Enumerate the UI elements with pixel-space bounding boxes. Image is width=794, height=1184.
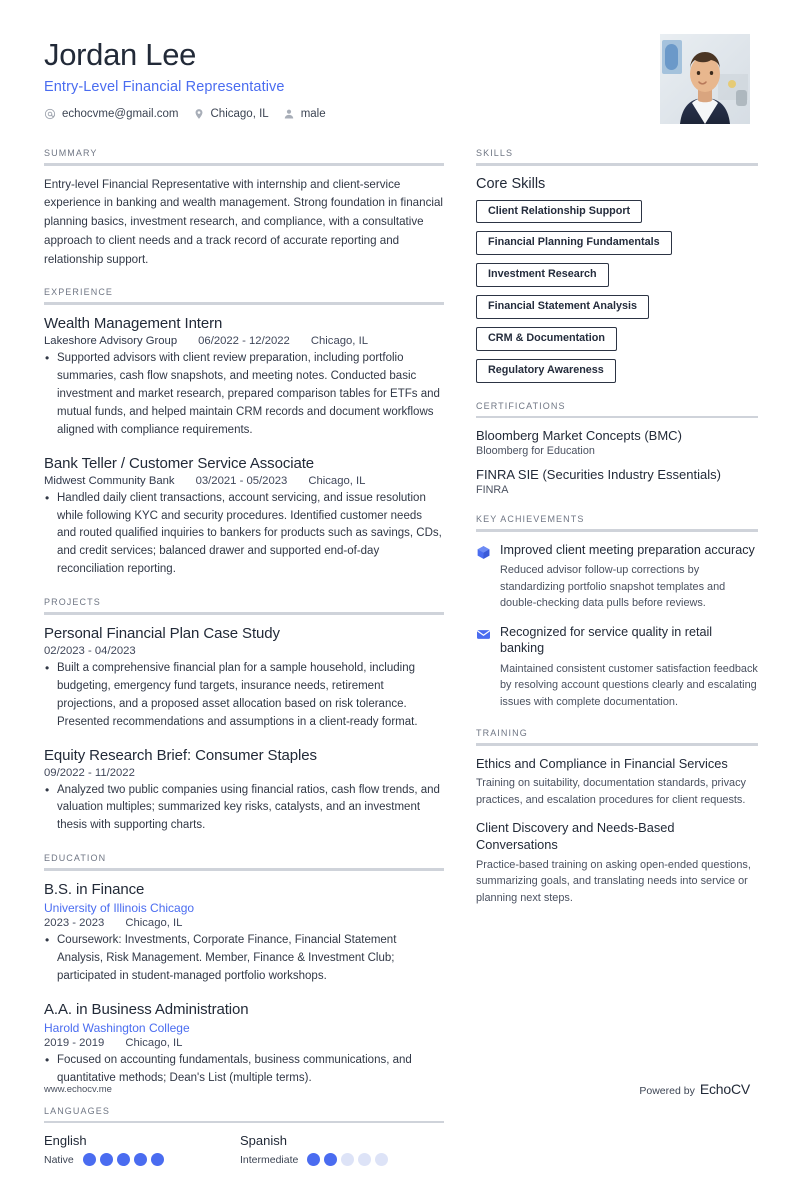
education-item — [44, 881, 444, 986]
footer-website[interactable]: www.echocv.me — [44, 1083, 112, 1095]
achievement-body — [500, 542, 758, 612]
at-email-icon — [44, 108, 56, 120]
resume-body — [44, 148, 758, 1184]
experience-dates: 03/2021 - 05/2023 — [195, 474, 288, 487]
achievement-title: Recognized for service quality in retail banking — [500, 624, 713, 656]
rating-dot — [307, 1153, 320, 1166]
education-location: Chicago, IL — [125, 916, 183, 929]
section-certifications — [476, 401, 758, 497]
section-divider — [44, 612, 444, 615]
training-desc: Training on suitability, documentation standards, privacy practices, and escalation procedures for client requests. — [476, 777, 746, 806]
section-label-languages: LANGUAGES — [44, 1105, 110, 1116]
section-label-summary: SUMMARY — [44, 148, 98, 158]
section-divider — [476, 416, 758, 419]
section-label-key-achievements: KEY ACHIEVEMENTS — [476, 514, 585, 525]
section-experience — [44, 287, 444, 579]
experience-item — [44, 315, 444, 440]
footer-branding — [639, 1081, 750, 1097]
rating-dot — [100, 1153, 113, 1166]
experience-org: Lakeshore Advisory Group — [44, 334, 178, 347]
achievement-desc: Reduced advisor follow-up corrections by standardizing portfolio snapshot templates and double-checking data pulls before reviews. — [500, 564, 726, 610]
experience-meta — [44, 335, 444, 347]
project-dates: 09/2022 - 11/2022 — [44, 766, 135, 779]
project-meta — [44, 645, 444, 657]
experience-location: Chicago, IL — [310, 334, 368, 347]
section-languages — [44, 1106, 444, 1167]
certification-name: Bloomberg Market Concepts (BMC) — [476, 428, 682, 444]
section-divider — [44, 163, 444, 166]
section-label-skills: SKILLS — [476, 148, 514, 158]
powered-by-label: Powered by — [639, 1085, 695, 1097]
section-label-education: EDUCATION — [44, 853, 107, 864]
skill-chip: Financial Planning Fundamentals — [476, 231, 672, 255]
experience-location: Chicago, IL — [308, 474, 366, 487]
education-dates: 2023 - 2023 — [44, 916, 105, 929]
training-title: Client Discovery and Needs-Based Conversations — [476, 820, 675, 852]
achievement-title: Improved client meeting preparation accuracy — [500, 542, 755, 557]
education-location: Chicago, IL — [125, 1036, 183, 1049]
project-item — [44, 747, 444, 836]
contact-location-text: Chicago, IL — [210, 108, 269, 121]
section-divider — [476, 743, 758, 746]
section-label-certifications: CERTIFICATIONS — [476, 400, 566, 411]
section-divider — [44, 868, 444, 871]
section-divider — [476, 529, 758, 532]
language-name: Spanish — [240, 1133, 287, 1149]
profile-photo — [660, 34, 750, 124]
skill-chip: Client Relationship Support — [476, 200, 642, 224]
section-divider — [44, 302, 444, 305]
page-footer — [44, 1081, 750, 1097]
experience-org: Midwest Community Bank — [44, 474, 175, 487]
rating-dot — [83, 1153, 96, 1166]
training-title: Ethics and Compliance in Financial Services — [476, 755, 728, 771]
section-training — [476, 728, 758, 906]
certification-item — [476, 428, 758, 457]
bullet-item: • Built a comprehensive financial plan for a sample household, including budgeting, emergency fund targets, insurance needs, retirement projections, and a proposed asset allocation based on risk tolerance. Presented recommendations and assumptions in a client-ready format. — [44, 660, 444, 732]
section-label-experience: EXPERIENCE — [44, 287, 114, 298]
language-name: English — [44, 1133, 87, 1149]
certification-org: Bloomberg for Education — [476, 445, 595, 458]
section-education — [44, 853, 444, 1087]
section-label-projects: PROJECTS — [44, 597, 101, 608]
project-meta — [44, 767, 444, 779]
location-pin-icon — [193, 108, 205, 120]
section-projects — [44, 597, 444, 835]
project-item — [44, 625, 444, 732]
skills-chip-list — [476, 200, 758, 383]
section-skills — [476, 148, 758, 383]
education-school[interactable]: University of Illinois Chicago — [44, 900, 195, 915]
experience-title: Bank Teller / Customer Service Associate — [44, 454, 315, 472]
skill-chip: CRM & Documentation — [476, 327, 617, 351]
section-summary — [44, 148, 444, 269]
experience-bullets — [44, 350, 444, 440]
section-label-training: TRAINING — [476, 728, 528, 739]
language-rating-row — [240, 1153, 436, 1166]
left-column — [44, 148, 444, 1184]
bullet-item: • Focused on accounting fundamentals, business communications, and quantitative methods; Dean's List (multiple terms). — [44, 1052, 444, 1088]
candidate-job-title: Entry-Level Financial Representative — [44, 79, 285, 96]
skill-chip: Investment Research — [476, 263, 609, 287]
education-school[interactable]: Harold Washington College — [44, 1020, 190, 1035]
bullet-item: • Coursework: Investments, Corporate Finance, Financial Statement Analysis, Risk Management. Member, Finance & Investment Club; participated in student-managed portfolio workshops. — [44, 932, 444, 986]
languages-list — [44, 1133, 444, 1166]
certification-org: FINRA — [476, 484, 509, 497]
section-divider — [476, 163, 758, 166]
envelope-icon — [476, 624, 491, 711]
education-item — [44, 1001, 444, 1088]
project-title: Equity Research Brief: Consumer Staples — [44, 746, 317, 764]
language-item — [240, 1133, 436, 1166]
skills-group-title: Core Skills — [476, 175, 546, 192]
achievement-desc: Maintained consistent customer satisfaction feedback by resolving account questions clearly and escalating issues with complete documentation. — [500, 663, 758, 708]
right-column — [476, 148, 758, 1184]
brand-name: EchoCV — [699, 1081, 750, 1097]
cube-box-icon — [476, 542, 491, 612]
contact-location — [193, 108, 269, 120]
bullet-item: • Handled daily client transactions, account servicing, and issue resolution while following KYC and security procedures. Identified customer needs and routed qualified inquiries to bankers for products such as savings, CDs, and credit services; balanced drawer and supported end-of-day reconciliation reporting. — [44, 490, 444, 580]
contact-email-text: echocvme@gmail.com — [62, 108, 179, 121]
section-key-achievements — [476, 514, 758, 710]
skill-chip: Financial Statement Analysis — [476, 295, 649, 319]
candidate-name: Jordan Lee — [44, 37, 197, 72]
achievement-item — [476, 624, 758, 711]
experience-item — [44, 455, 444, 580]
summary-text: Entry-level Financial Representative with internship and client-service experience in banking and wealth management. Strong foundation in financial planning basics, investment research, and compliance, with a consultative approach to client needs and a track record of accurate reporting and relationship support. — [44, 177, 443, 266]
language-level: Intermediate — [240, 1153, 299, 1166]
experience-dates: 06/2022 - 12/2022 — [198, 334, 290, 347]
bullet-item: • Analyzed two public companies using financial ratios, cash flow trends, and valuation multiples; summarized key risks, catalysts, and an investment thesis with supporting charts. — [44, 782, 444, 836]
achievement-body — [500, 624, 758, 711]
contact-email[interactable] — [44, 108, 179, 120]
contact-gender — [283, 108, 326, 120]
section-divider — [44, 1121, 444, 1124]
rating-dot — [134, 1153, 147, 1166]
language-level: Native — [44, 1153, 74, 1166]
rating-dot — [151, 1153, 164, 1166]
education-degree: B.S. in Finance — [44, 880, 145, 898]
certification-item — [476, 467, 758, 496]
rating-dot — [358, 1153, 371, 1166]
project-bullets — [44, 660, 444, 732]
project-bullets — [44, 782, 444, 836]
education-dates: 2019 - 2019 — [44, 1036, 105, 1049]
experience-bullets — [44, 490, 444, 580]
person-icon — [283, 108, 295, 120]
contact-gender-text: male — [300, 108, 326, 121]
certification-name: FINRA SIE (Securities Industry Essentials) — [476, 467, 721, 483]
achievement-item — [476, 542, 758, 612]
resume-header — [44, 34, 750, 124]
bullet-item: • Supported advisors with client review preparation, including portfolio summaries, cash flow snapshots, and meeting notes. Conducted basic investment and market research, prepared comparison tables for ETFs and mutual funds, and helped maintain CRM records and document workflows aligned with compliance requirements. — [44, 350, 444, 440]
rating-dot — [341, 1153, 354, 1166]
education-meta — [44, 1037, 444, 1049]
language-item — [44, 1133, 240, 1166]
training-item — [476, 756, 758, 809]
contact-row — [44, 108, 326, 120]
header-identity — [44, 34, 326, 120]
project-dates: 02/2023 - 04/2023 — [44, 644, 136, 657]
training-desc: Practice-based training on asking open-ended questions, summarizing goals, and translating needs into service or planning next steps. — [476, 858, 751, 904]
education-meta — [44, 917, 444, 929]
project-title: Personal Financial Plan Case Study — [44, 624, 280, 642]
education-degree: A.A. in Business Administration — [44, 1000, 249, 1018]
language-rating-dots — [307, 1153, 388, 1166]
experience-meta — [44, 475, 444, 487]
education-bullets — [44, 932, 444, 986]
skill-chip: Regulatory Awareness — [476, 359, 616, 383]
language-rating-dots — [83, 1153, 164, 1166]
rating-dot — [324, 1153, 337, 1166]
training-item — [476, 820, 758, 906]
experience-title: Wealth Management Intern — [44, 314, 223, 332]
rating-dot — [375, 1153, 388, 1166]
rating-dot — [117, 1153, 130, 1166]
language-rating-row — [44, 1153, 240, 1166]
